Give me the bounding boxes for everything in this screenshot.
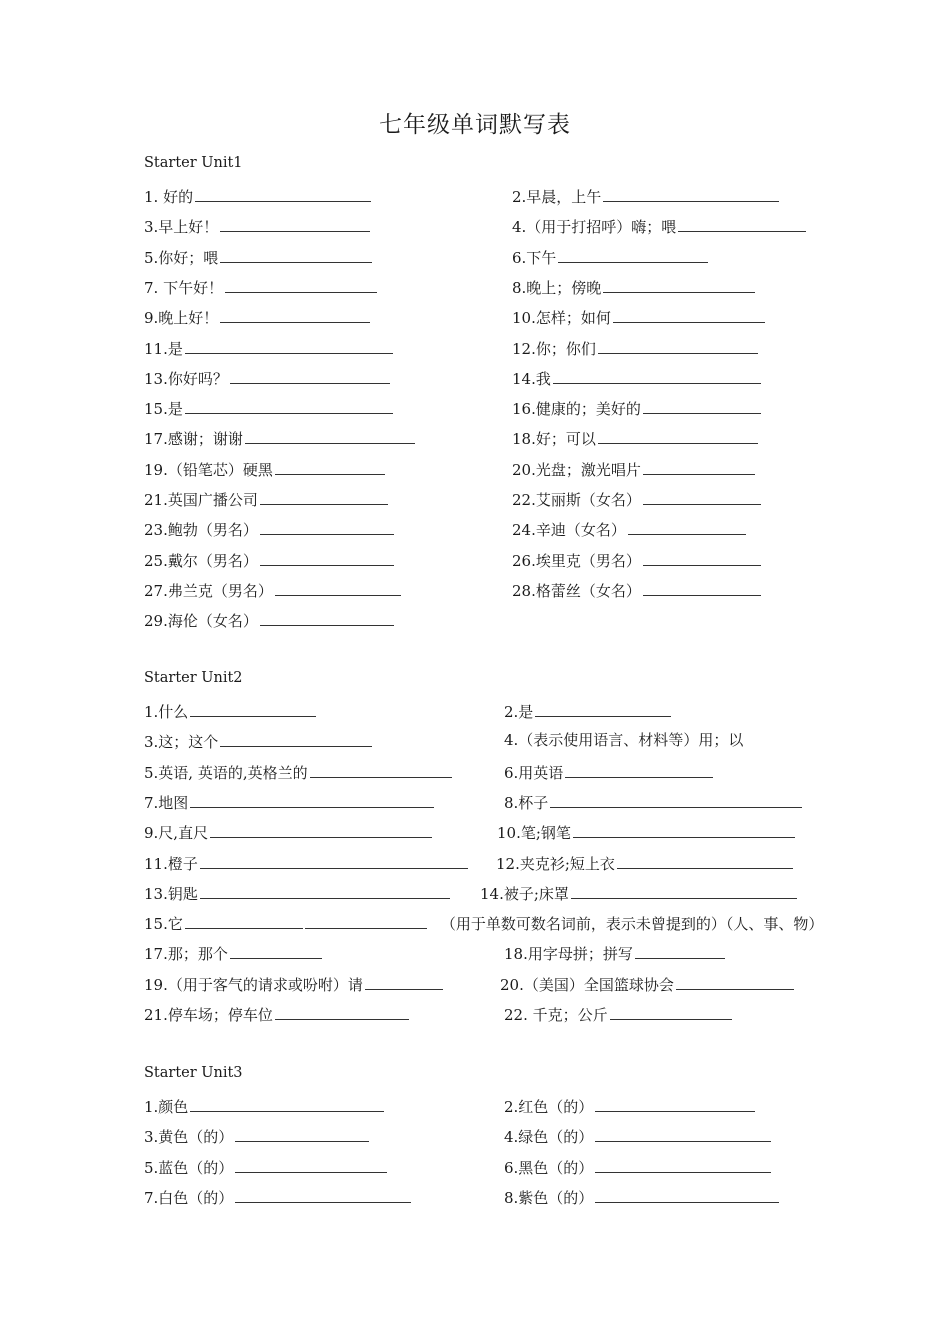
vocab-prompt: 12.你；你们 <box>512 339 596 358</box>
vocab-prompt: 29.海伦（女名） <box>144 612 258 631</box>
answer-blank[interactable] <box>230 367 390 384</box>
vocab-item <box>144 821 432 843</box>
unit-heading: Starter Unit1 <box>144 155 243 171</box>
vocab-item <box>512 185 779 207</box>
answer-blank[interactable] <box>200 882 450 899</box>
vocab-row <box>0 488 950 518</box>
answer-blank[interactable] <box>305 912 427 929</box>
vocab-prompt: 4.（表示使用语言、材料等）用；以 <box>504 731 744 750</box>
answer-blank[interactable] <box>195 185 371 202</box>
vocab-item <box>500 973 794 995</box>
vocab-item <box>144 1125 369 1147</box>
vocab-prompt: 24.辛迪（女名） <box>512 521 626 540</box>
vocab-item <box>144 700 316 722</box>
vocab-item <box>144 1003 409 1025</box>
answer-blank[interactable] <box>595 1186 779 1203</box>
answer-blank[interactable] <box>275 1003 409 1020</box>
answer-blank[interactable] <box>595 1095 755 1112</box>
answer-blank[interactable] <box>260 488 388 505</box>
answer-blank[interactable] <box>550 791 802 808</box>
vocab-row <box>0 1186 950 1216</box>
vocab-item <box>144 215 370 237</box>
vocab-prompt: 19.（铅笔芯）硬黑 <box>144 460 273 479</box>
vocab-prompt: 7.白色（的） <box>144 1188 234 1207</box>
vocab-prompt: 23.鲍勃（男名） <box>144 521 258 540</box>
vocab-item <box>504 1095 755 1117</box>
answer-blank[interactable] <box>220 730 372 747</box>
vocab-item <box>512 397 761 419</box>
vocab-item <box>144 791 434 813</box>
vocab-row <box>0 518 950 548</box>
answer-blank[interactable] <box>643 549 761 566</box>
answer-blank[interactable] <box>595 1156 771 1173</box>
vocab-prompt: 7.地图 <box>144 793 189 812</box>
unit-heading: Starter Unit2 <box>144 670 243 686</box>
vocab-item <box>144 730 372 752</box>
vocab-item <box>144 367 390 389</box>
vocab-prompt: 21.英国广播公司 <box>144 491 258 509</box>
answer-blank[interactable] <box>610 1003 732 1020</box>
vocab-item <box>144 1186 411 1208</box>
answer-blank[interactable] <box>643 458 755 475</box>
vocab-prompt: 2.红色（的） <box>504 1098 594 1116</box>
answer-blank[interactable] <box>260 518 394 535</box>
vocab-item <box>512 246 708 268</box>
vocab-item <box>144 458 385 480</box>
vocab-row <box>0 1125 950 1155</box>
answer-blank[interactable] <box>365 973 443 990</box>
answer-blank[interactable] <box>565 761 713 778</box>
vocab-item <box>144 912 823 934</box>
vocab-item <box>497 821 795 843</box>
vocab-prompt: 3.黄色（的） <box>144 1128 234 1147</box>
vocab-prompt: 15.是 <box>144 400 183 419</box>
vocab-item <box>512 337 758 359</box>
vocab-prompt: 17.那；那个 <box>144 945 228 964</box>
answer-blank[interactable] <box>635 942 725 959</box>
vocab-item <box>144 852 468 874</box>
vocab-row <box>0 1095 950 1125</box>
vocab-prompt: 4.绿色（的） <box>504 1128 594 1147</box>
vocab-prompt: 26.埃里克（男名） <box>512 551 641 570</box>
vocab-prompt: 11.橙子 <box>144 854 198 873</box>
answer-blank[interactable] <box>185 337 393 354</box>
vocab-row <box>0 821 950 851</box>
vocab-item <box>504 1003 732 1025</box>
vocab-item <box>144 579 401 601</box>
vocab-prompt: 5.蓝色（的） <box>144 1158 234 1177</box>
answer-blank[interactable] <box>235 1186 411 1203</box>
vocab-item <box>496 852 793 874</box>
vocab-row <box>0 700 950 730</box>
vocab-row <box>0 185 950 215</box>
answer-blank[interactable] <box>617 852 793 869</box>
vocab-item <box>144 185 371 207</box>
vocab-prompt: 20.光盘；激光唱片 <box>512 460 641 479</box>
vocab-prompt: 27.弗兰克（男名） <box>144 581 273 600</box>
vocab-item <box>144 609 394 631</box>
vocab-prompt: 17.感谢；谢谢 <box>144 430 243 449</box>
answer-blank[interactable] <box>185 912 303 929</box>
vocab-row <box>0 882 950 912</box>
vocab-row <box>0 427 950 457</box>
vocab-row <box>0 306 950 336</box>
vocab-prompt: 9.晚上好！ <box>144 309 219 328</box>
answer-blank[interactable] <box>235 1125 369 1142</box>
vocab-row <box>0 761 950 791</box>
vocab-row <box>0 942 950 972</box>
vocab-item <box>144 973 443 995</box>
vocab-row <box>0 367 950 397</box>
vocab-prompt: 25.戴尔（男名） <box>144 551 258 570</box>
vocab-item <box>504 791 802 813</box>
answer-blank[interactable] <box>613 306 765 323</box>
answer-blank[interactable] <box>245 427 415 444</box>
answer-blank[interactable] <box>235 1156 387 1173</box>
vocab-item <box>504 942 725 964</box>
unit-heading: Starter Unit3 <box>144 1065 243 1081</box>
vocab-item <box>504 1125 771 1147</box>
answer-blank[interactable] <box>220 306 370 323</box>
vocab-row <box>0 549 950 579</box>
vocab-item <box>512 276 755 298</box>
vocab-prompt: 28.格蕾丝（女名） <box>512 581 641 600</box>
vocab-prompt: 8.晚上；傍晚 <box>512 278 602 297</box>
vocab-prompt: 6.黑色（的） <box>504 1158 594 1177</box>
vocab-item <box>144 882 450 904</box>
vocab-item <box>512 306 765 328</box>
vocab-row <box>0 397 950 427</box>
answer-blank[interactable] <box>275 579 401 596</box>
answer-blank[interactable] <box>571 882 797 899</box>
answer-blank[interactable] <box>558 246 708 263</box>
answer-blank[interactable] <box>598 337 758 354</box>
answer-blank[interactable] <box>535 700 671 717</box>
vocab-prompt: 15.它 <box>144 915 183 934</box>
vocab-row <box>0 458 950 488</box>
page-title: 七年级单词默写表 <box>379 112 571 138</box>
vocab-prompt: 2.是 <box>504 703 534 721</box>
vocab-item <box>144 1095 384 1117</box>
answer-blank[interactable] <box>260 609 394 626</box>
vocab-row <box>0 852 950 882</box>
answer-blank[interactable] <box>595 1125 771 1142</box>
answer-blank[interactable] <box>676 973 794 990</box>
answer-blank[interactable] <box>225 276 377 293</box>
vocab-row <box>0 730 950 760</box>
vocab-prompt: 18.用字母拼；拼写 <box>504 945 633 964</box>
answer-blank[interactable] <box>210 821 432 838</box>
answer-blank[interactable] <box>185 397 393 414</box>
vocab-row <box>0 973 950 1003</box>
vocab-prompt: 6.下午 <box>512 248 557 267</box>
answer-blank[interactable] <box>200 852 468 869</box>
vocab-row <box>0 579 950 609</box>
vocab-prompt: 16.健康的；美好的 <box>512 400 641 419</box>
vocab-prompt: 11.是 <box>144 339 183 358</box>
vocab-row <box>0 337 950 367</box>
vocab-prompt: 21.停车场；停车位 <box>144 1006 273 1024</box>
vocab-prompt: 8.紫色（的） <box>504 1188 594 1207</box>
answer-blank[interactable] <box>190 700 316 717</box>
vocab-row <box>0 1003 950 1033</box>
vocab-prompt: 13.钥匙 <box>144 884 198 903</box>
vocab-item <box>144 276 377 298</box>
answer-blank[interactable] <box>573 821 795 838</box>
vocab-prompt: 3.早上好！ <box>144 218 219 237</box>
vocab-item <box>504 700 671 722</box>
vocab-prompt: 3.这；这个 <box>144 733 219 752</box>
answer-blank[interactable] <box>310 761 452 778</box>
vocab-prompt: 6.用英语 <box>504 763 564 782</box>
vocab-prompt: 7. 下午好！ <box>144 278 224 297</box>
vocab-item <box>512 215 806 237</box>
vocab-item <box>512 427 758 449</box>
vocab-prompt: 2.早晨，上午 <box>512 188 602 206</box>
answer-blank[interactable] <box>628 518 746 535</box>
answer-blank[interactable] <box>678 215 806 232</box>
vocab-prompt: 20.（美国）全国篮球协会 <box>500 975 674 994</box>
vocab-item <box>144 761 452 783</box>
vocab-prompt: 10.笔;钢笔 <box>497 824 571 843</box>
vocab-item <box>512 458 755 480</box>
vocab-prompt: 8.杯子 <box>504 793 549 812</box>
vocab-item <box>144 306 370 328</box>
vocab-item <box>144 942 322 964</box>
answer-blank[interactable] <box>643 579 761 596</box>
vocab-item <box>504 1186 779 1208</box>
vocab-item <box>504 1156 771 1178</box>
vocab-prompt: 13.你好吗？ <box>144 369 228 388</box>
answer-blank[interactable] <box>220 246 372 263</box>
vocab-row <box>0 246 950 276</box>
answer-blank[interactable] <box>260 549 394 566</box>
vocab-prompt: 1.颜色 <box>144 1098 189 1116</box>
vocab-item <box>480 882 797 904</box>
answer-blank[interactable] <box>190 791 434 808</box>
vocab-row <box>0 912 950 942</box>
vocab-item <box>512 488 761 510</box>
vocab-row <box>0 276 950 306</box>
answer-blank[interactable] <box>598 427 758 444</box>
vocab-prompt: 1.什么 <box>144 703 189 721</box>
vocab-prompt: 22. 千克；公斤 <box>504 1006 608 1024</box>
answer-blank[interactable] <box>230 942 322 959</box>
vocab-item <box>144 427 415 449</box>
answer-blank[interactable] <box>643 488 761 505</box>
vocab-item <box>504 761 713 783</box>
vocab-prompt: 14.被子;床罩 <box>480 884 569 903</box>
vocab-prompt: 1. 好的 <box>144 188 194 206</box>
vocab-row <box>0 791 950 821</box>
vocab-prompt: 5.你好；喂 <box>144 248 219 267</box>
vocab-item <box>504 730 743 750</box>
vocab-prompt: 22.艾丽斯（女名） <box>512 491 641 509</box>
answer-blank[interactable] <box>190 1095 384 1112</box>
vocab-item <box>512 579 761 601</box>
vocab-prompt: 12.夹克衫;短上衣 <box>496 854 615 873</box>
vocab-row <box>0 1156 950 1186</box>
vocab-note: （用于单数可数名词前，表示未曾提到的）（人、事、物） <box>440 915 824 934</box>
vocab-item <box>144 337 393 359</box>
vocab-item <box>144 518 394 540</box>
vocab-item <box>144 549 394 571</box>
vocab-item <box>144 488 388 510</box>
vocab-row <box>0 609 950 639</box>
vocab-prompt: 5.英语, 英语的,英格兰的 <box>144 763 308 782</box>
answer-blank[interactable] <box>553 367 761 384</box>
vocab-prompt: 9.尺,直尺 <box>144 824 209 843</box>
vocab-item <box>144 397 393 419</box>
answer-blank[interactable] <box>220 215 370 232</box>
vocab-prompt: 18.好；可以 <box>512 430 596 449</box>
answer-blank[interactable] <box>603 276 755 293</box>
vocab-row <box>0 215 950 245</box>
vocab-prompt: 10.怎样；如何 <box>512 309 611 328</box>
vocab-prompt: 19.（用于客气的请求或吩咐）请 <box>144 975 363 994</box>
vocab-item <box>512 367 761 389</box>
answer-blank[interactable] <box>275 458 385 475</box>
vocab-item <box>512 518 746 540</box>
answer-blank[interactable] <box>643 397 761 414</box>
answer-blank[interactable] <box>603 185 779 202</box>
vocab-item <box>144 246 372 268</box>
vocab-prompt: 4.（用于打招呼）嗨；喂 <box>512 218 677 237</box>
vocab-prompt: 14.我 <box>512 369 551 388</box>
vocab-item <box>144 1156 387 1178</box>
vocab-item <box>512 549 761 571</box>
